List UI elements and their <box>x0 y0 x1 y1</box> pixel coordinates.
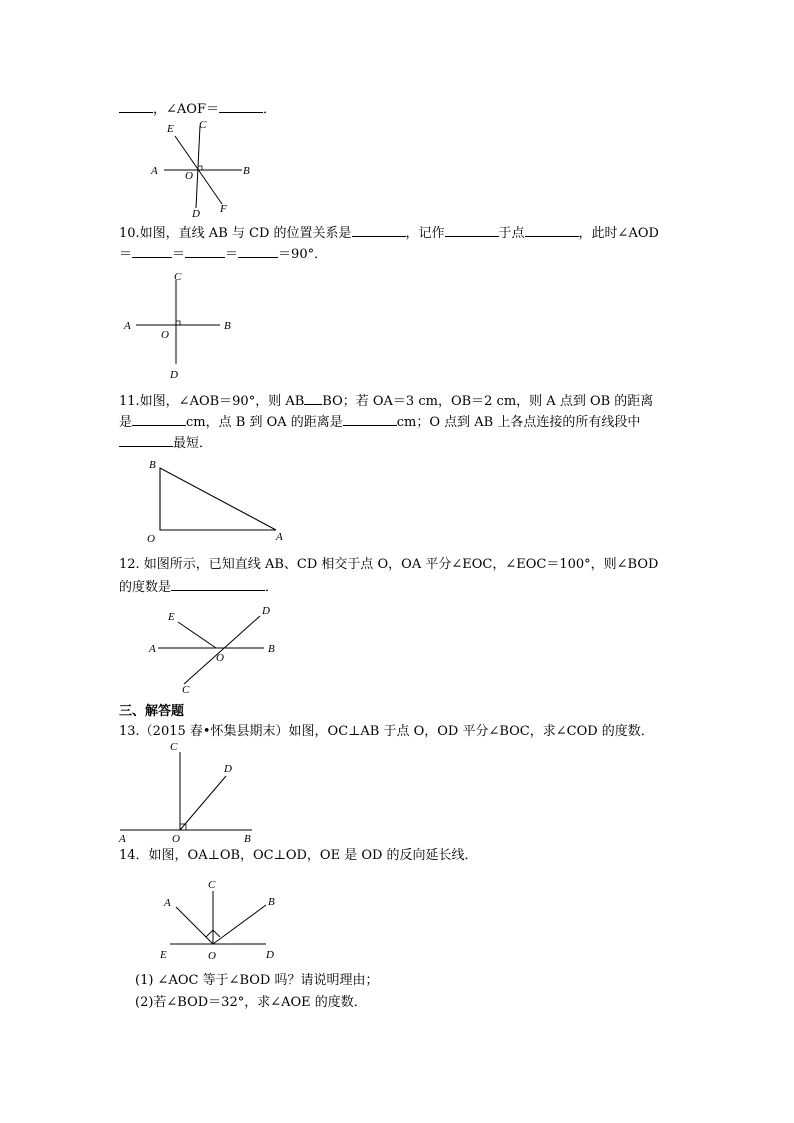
q13-label-b: B <box>244 833 251 845</box>
q10-label-b: B <box>224 320 231 332</box>
q12-line-1: 12. 如图所示，已知直线 AB、CD 相交于点 O，OA 平分∠EOC，∠EOC＝100°，则∠BOD <box>119 557 659 572</box>
q10-line-1: 10.如图，直线 AB 与 CD 的位置关系是 ，记作 于点 ，此时∠AOD <box>119 226 659 241</box>
q13-label-o: O <box>172 833 180 845</box>
q12-label-b: B <box>268 643 275 655</box>
q9-blank-1[interactable] <box>119 100 153 113</box>
section-heading: 三、解答题 <box>119 704 185 719</box>
q14-label-e: E <box>160 949 167 961</box>
q11-blank-4[interactable] <box>119 434 173 447</box>
q12-blank-1[interactable] <box>171 578 265 591</box>
q9-label-b: B <box>243 165 250 177</box>
q10-blank-3[interactable] <box>525 224 579 237</box>
q14-sub-1: (1) ∠AOC 等于∠BOD 吗？请说明理由； <box>135 973 379 988</box>
q10-figure <box>122 268 242 383</box>
q10-line-2: ＝ ＝ ＝ ＝90°． <box>119 247 328 262</box>
q10-blank-5[interactable] <box>185 245 225 258</box>
q14-label-d: D <box>266 949 274 961</box>
q11-line-2: 是 cm，点 B 到 OA 的距离是 cm；O 点到 AB 上各点连接的所有线段中 <box>119 415 641 430</box>
q13-text: 13.（2015 春•怀集县期末）如图，OC⊥AB 于点 O，OD 平分∠BOC，求∠COD 的度数． <box>119 724 654 739</box>
q12-label-d: D <box>262 605 270 617</box>
q9-blank-2[interactable] <box>219 100 263 113</box>
q9-label-c: C <box>199 119 207 131</box>
q10-blank-2[interactable] <box>445 224 499 237</box>
q13-figure <box>118 738 268 848</box>
q12-label-e: E <box>168 611 175 623</box>
q12-figure <box>146 604 286 694</box>
q12-line-2: 的度数是 ． <box>119 580 279 595</box>
q9-figure <box>150 118 270 218</box>
q10-label-c: C <box>174 271 182 283</box>
q11-blank-1[interactable] <box>304 392 322 405</box>
q14-figure <box>156 875 286 965</box>
q12-label-c: C <box>182 684 190 696</box>
q9-label-o: O <box>185 170 193 182</box>
q14-text: 14．如图，OA⊥OB，OC⊥OD，OE 是 OD 的反向延长线． <box>119 848 478 863</box>
q10-label-a: A <box>124 320 131 332</box>
q9-answer-line: ，∠AOF＝ ． <box>119 100 276 118</box>
q10-blank-1[interactable] <box>352 224 406 237</box>
q14-sub-2: (2)若∠BOD＝32°，求∠AOE 的度数． <box>135 995 367 1010</box>
q9-label-d: D <box>192 208 200 220</box>
q10-blank-6[interactable] <box>238 245 278 258</box>
q13-label-a: A <box>119 833 126 845</box>
q11-blank-2[interactable] <box>132 413 186 426</box>
q11-line-3: 最短． <box>119 434 212 452</box>
q10-label-d: D <box>170 369 178 381</box>
q11-label-o: O <box>147 533 155 545</box>
q14-label-a: A <box>164 897 171 909</box>
q10-label-o: O <box>161 329 169 341</box>
q11-label-a: A <box>276 531 283 543</box>
q9-label-a: A <box>151 165 158 177</box>
q11-figure <box>144 456 294 546</box>
q12-label-o: O <box>216 652 224 664</box>
q11-line-1: 11.如图，∠AOB＝90°，则 AB BO；若 OA＝3 cm，OB＝2 cm，则 A 点到 OB 的距离 <box>119 394 654 409</box>
q11-blank-3[interactable] <box>343 413 397 426</box>
q13-label-c: C <box>170 741 178 753</box>
q10-blank-4[interactable] <box>132 245 172 258</box>
q14-label-c: C <box>208 879 216 891</box>
q11-label-b: B <box>149 459 156 471</box>
q14-label-b: B <box>268 896 275 908</box>
q12-label-a: A <box>149 643 156 655</box>
q9-label-f: F <box>220 203 227 215</box>
q9-label-e: E <box>167 123 174 135</box>
q14-label-o: O <box>208 950 216 962</box>
q13-label-d: D <box>224 763 232 775</box>
